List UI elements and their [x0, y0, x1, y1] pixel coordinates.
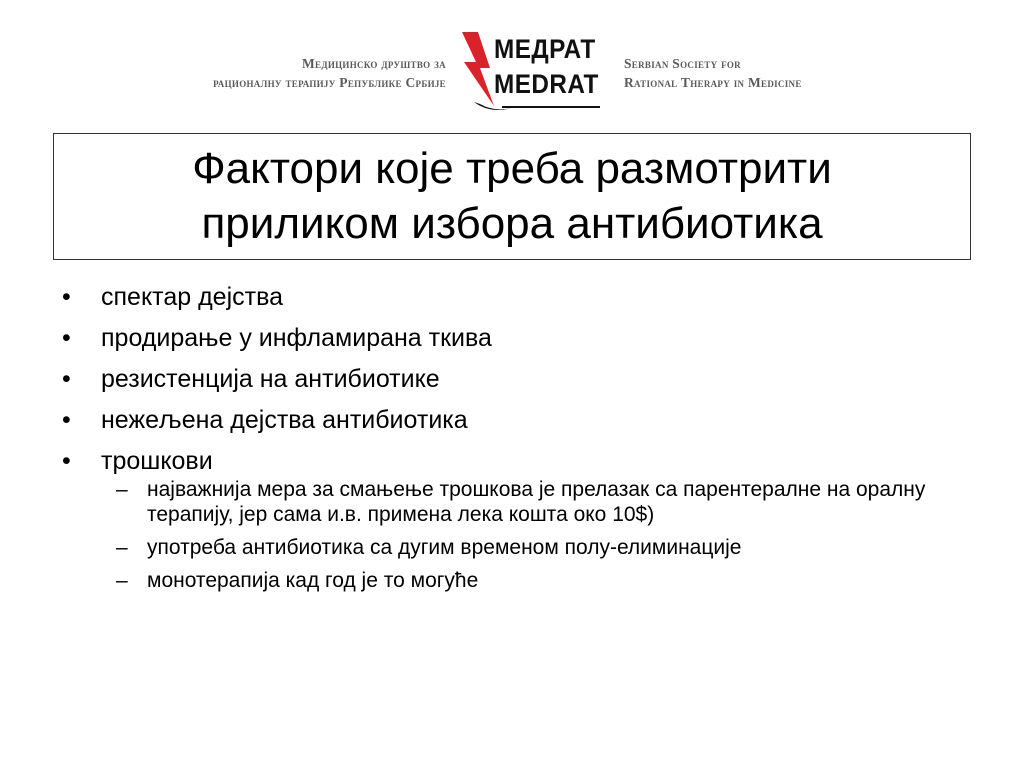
sub-bullet-list: [60, 477, 990, 593]
org-name-english-line-2: Rational Therapy in Medicine: [624, 75, 802, 90]
logo-underline: [502, 106, 600, 108]
org-name-serbian-line-1: Медицинско друштво за: [301, 56, 446, 71]
bullet-list: [60, 282, 990, 476]
bullet-marker: •: [62, 447, 71, 475]
logo-red-arrow: [452, 32, 494, 106]
slide-title-line-1: Фактори које треба размотрити: [192, 144, 832, 193]
bullet-marker: •: [62, 283, 71, 311]
sub-bullet-item: [60, 477, 990, 527]
org-name-serbian-line-2: рационалну терапију Републике Србије: [213, 75, 446, 90]
bullet-marker: •: [62, 324, 71, 352]
logo-text-latin: MEDRAT: [494, 69, 599, 99]
sub-bullet-marker: –: [116, 536, 128, 559]
org-name-english-line-1: Serbian Society for: [624, 56, 741, 71]
bullet-item: [60, 323, 990, 353]
sub-bullet-marker: –: [116, 569, 128, 592]
bullet-item: [60, 405, 990, 435]
logo-text-cyrillic: МЕДРАТ: [494, 34, 596, 64]
slide-title-box: [53, 133, 971, 260]
bullet-item: [60, 446, 990, 476]
medrat-logo: [450, 28, 602, 114]
slide-content: [60, 282, 990, 601]
org-name-english: [624, 54, 802, 92]
bullet-text: резистенција на антибиотике: [101, 365, 440, 393]
bullet-item: [60, 282, 990, 312]
sub-bullet-item: [60, 568, 990, 593]
sub-bullet-text: најважнија мера за смањење трошкова је прелазак са парентералне на оралну терапију, јер сама и.в. примена лека кошта око 10$): [147, 478, 926, 526]
sub-bullet-item: [60, 535, 990, 560]
bullet-marker: •: [62, 365, 71, 393]
slide-header: [0, 28, 1024, 120]
bullet-marker: •: [62, 406, 71, 434]
slide-title-line-2: приликом избора антибиотика: [201, 199, 823, 248]
bullet-text: нежељена дејства антибиотика: [101, 406, 468, 434]
sub-bullet-marker: –: [116, 478, 128, 501]
sub-bullet-text: монотерапија кад год је то могуће: [147, 569, 479, 592]
bullet-text: трошкови: [101, 447, 213, 475]
bullet-item: [60, 364, 990, 394]
bullet-text: спектар дејства: [101, 283, 283, 311]
sub-bullet-text: употреба антибиотика са дугим временом полу-елиминације: [147, 536, 742, 559]
org-name-serbian: [213, 54, 446, 92]
bullet-text: продирање у инфламирана ткива: [101, 324, 492, 352]
